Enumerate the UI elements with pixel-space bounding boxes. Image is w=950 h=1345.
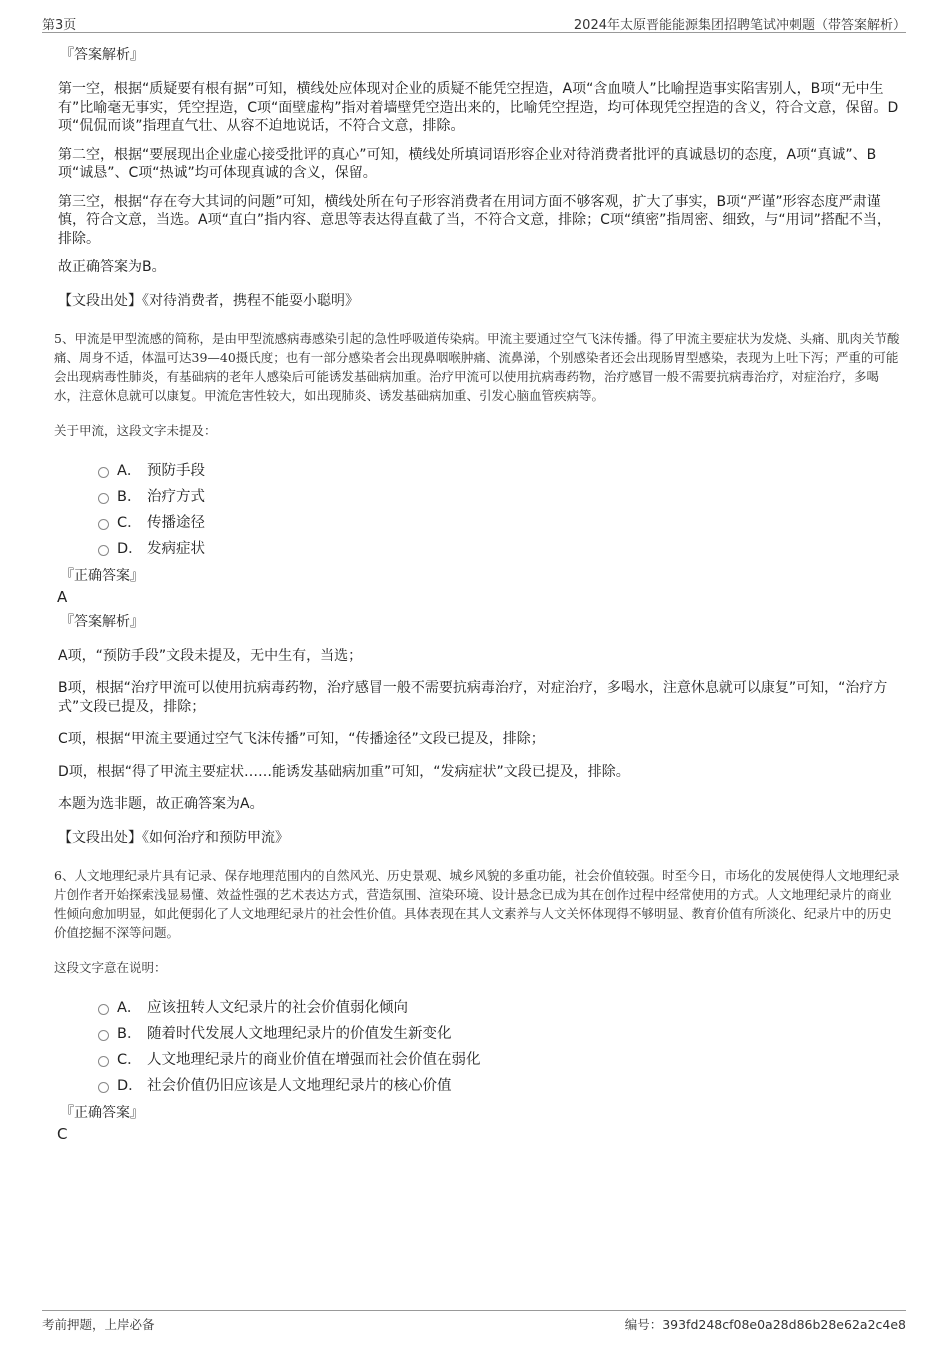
q5-stem: 关于甲流，这段文字未提及： [54, 422, 217, 438]
option-key: D． [117, 541, 143, 557]
q5-analysis-paragraph: B项，根据“治疗甲流可以使用抗病毒药物，治疗感冒一般不需要抗病毒治疗，对症治疗，多喝水，注意休息就可以康复”可知，“治疗方式”文段已提及，排除； [58, 680, 888, 715]
page-footer [42, 1310, 906, 1335]
option-text: 社会价值仍旧应该是人文地理纪录片的核心价值 [147, 1078, 452, 1094]
radio-icon[interactable] [98, 467, 109, 478]
option-text: 传播途径 [147, 515, 205, 531]
option-key: B． [117, 489, 142, 505]
q5-option-b[interactable] [98, 483, 900, 509]
q4-analysis-paragraph: 第二空，根据“要展现出企业虚心接受批评的真心”可知，横线处所填词语形容企业对待消费者批评的真诚恳切的态度，A项“真诚”、B项“诚恳”、C项“热诚”均可体现真诚的含义，保留。 [58, 146, 877, 181]
option-key: C． [117, 1052, 142, 1068]
q4-analysis-conclusion: 故正确答案为B。 [58, 259, 166, 275]
q6-answer-label: 『正确答案』 [60, 1104, 144, 1121]
q6-stem: 这段文字意在说明： [54, 959, 167, 975]
q6-answer: C [57, 1124, 68, 1143]
radio-icon[interactable] [98, 1056, 109, 1067]
q6-question-text: 6、人文地理纪录片具有记录、保存地理范围内的自然风光、历史景观、城乡风貌的多重功能，社会价值较强。时至今日，市场化的发展使得人文地理纪录片创作者开始探索浅显易懂、效益性强的艺术表达方式，营造氛围、渲染环境、设计悬念已成为其在创作过程中经常使用的方式。人文地理纪录片的商业性倾向愈加明显，如此便弱化了人文地理纪录片的社会性价值。具体表现在其人文素养与人文关怀体现得不够明显、教育价值有所淡化、纪录片中的历史价值挖掘不深等问题。 [54, 867, 900, 940]
radio-icon[interactable] [98, 1030, 109, 1041]
q4-analysis-paragraph: 第三空，根据“存在夸大其词的问题”可知，横线处所在句子形容消费者在用词方面不够客观，扩大了事实，B项“严谨”形容态度严肃谨慎，符合文意，当选。A项“直白”指内容、意思等表达得直截了当，不符合文意，排除；C项“缜密”指周密、细致，与“用词”搭配不当，排除。 [58, 193, 891, 247]
page-number: 第3页 [42, 18, 77, 33]
q5-option-d[interactable] [98, 535, 900, 561]
document-id: 编号：393fd248cf08e0a28d86b28e62a2c4e8 [624, 1317, 906, 1332]
radio-icon[interactable] [98, 1082, 109, 1093]
document-title: 2024年太原晋能能源集团招聘笔试冲刺题（带答案解析） [573, 18, 906, 33]
page-content [56, 44, 900, 1144]
q6-option-b[interactable] [98, 1020, 900, 1046]
option-key: D． [117, 1078, 143, 1094]
q6-option-a[interactable] [98, 994, 900, 1020]
option-key: A． [117, 463, 142, 479]
q4-analysis-paragraph: 第一空，根据“质疑要有根有据”可知，横线处应体现对企业的质疑不能凭空捏造，A项“含血喷人”比喻捏造事实陷害别人，B项“无中生有”比喻毫无事实，凭空捏造，C项“面壁虚构”指对着墙壁凭空造出来的，比喻凭空捏造，均可体现凭空捏造的含义，符合文意，保留。D项“侃侃而谈”指理直气壮、从容不迫地说话，不符合文意，排除。 [58, 81, 899, 134]
radio-icon[interactable] [98, 493, 109, 504]
q6-option-c[interactable] [98, 1046, 900, 1072]
option-text: 随着时代发展人文地理纪录片的价值发生新变化 [147, 1026, 452, 1042]
option-key: B． [117, 1026, 142, 1042]
q4-analysis-label: 『答案解析』 [60, 47, 144, 63]
q5-answer: A [57, 587, 68, 606]
q5-analysis-paragraph: D项，根据“得了甲流主要症状……能诱发基础病加重”可知，“发病症状”文段已提及，排除。 [58, 763, 630, 780]
q5-question-text: 5、甲流是甲型流感的简称，是由甲型流感病毒感染引起的急性呼吸道传染病。甲流主要通过空气飞沫传播。得了甲流主要症状为发烧、头痛、肌肉关节酸痛、周身不适，体温可达39—40摄氏度；也有一部分感染者会出现鼻咽喉肿痛、流鼻涕，个别感染者还会出现肠胃型感染，表现为上吐下泻；严重的可能会出现病毒性肺炎，有基础病的老年人感染后可能诱发基础病加重。治疗甲流可以使用抗病毒药物，治疗感冒一般不需要抗病毒治疗，对症治疗，多喝水，注意休息就可以康复。甲流危害性较大，如出现肺炎、诱发基础病加重、引发心脑血管疾病等。 [54, 330, 900, 403]
q5-analysis-label: 『答案解析』 [60, 613, 144, 630]
option-key: A． [117, 1000, 142, 1016]
q6-options [98, 994, 900, 1098]
option-key: C． [117, 515, 142, 531]
option-text: 预防手段 [147, 463, 205, 479]
option-text: 人文地理纪录片的商业价值在增强而社会价值在弱化 [147, 1052, 481, 1068]
q5-answer-label: 『正确答案』 [60, 567, 144, 584]
q4-source: 【文段出处】《对待消费者，携程不能耍小聪明》 [58, 292, 359, 309]
option-text: 发病症状 [147, 541, 205, 557]
q5-options [98, 457, 900, 561]
q5-analysis-paragraph: C项，根据“甲流主要通过空气飞沫传播”可知，“传播途径”文段已提及，排除； [58, 731, 545, 747]
footer-slogan: 考前押题，上岸必备 [42, 1317, 155, 1332]
radio-icon[interactable] [98, 519, 109, 530]
option-text: 治疗方式 [147, 489, 205, 505]
option-text: 应该扭转人文纪录片的社会价值弱化倾向 [147, 1000, 408, 1016]
q5-analysis-paragraph: A项，“预防手段”文段未提及，无中生有，当选； [58, 647, 363, 664]
q5-option-a[interactable] [98, 457, 900, 483]
q6-option-d[interactable] [98, 1072, 900, 1098]
q5-source: 【文段出处】《如何治疗和预防甲流》 [58, 829, 289, 846]
q5-option-c[interactable] [98, 509, 900, 535]
q5-analysis-conclusion: 本题为选非题，故正确答案为A。 [58, 796, 264, 812]
page-header [42, 12, 906, 33]
radio-icon[interactable] [98, 1004, 109, 1015]
radio-icon[interactable] [98, 545, 109, 556]
